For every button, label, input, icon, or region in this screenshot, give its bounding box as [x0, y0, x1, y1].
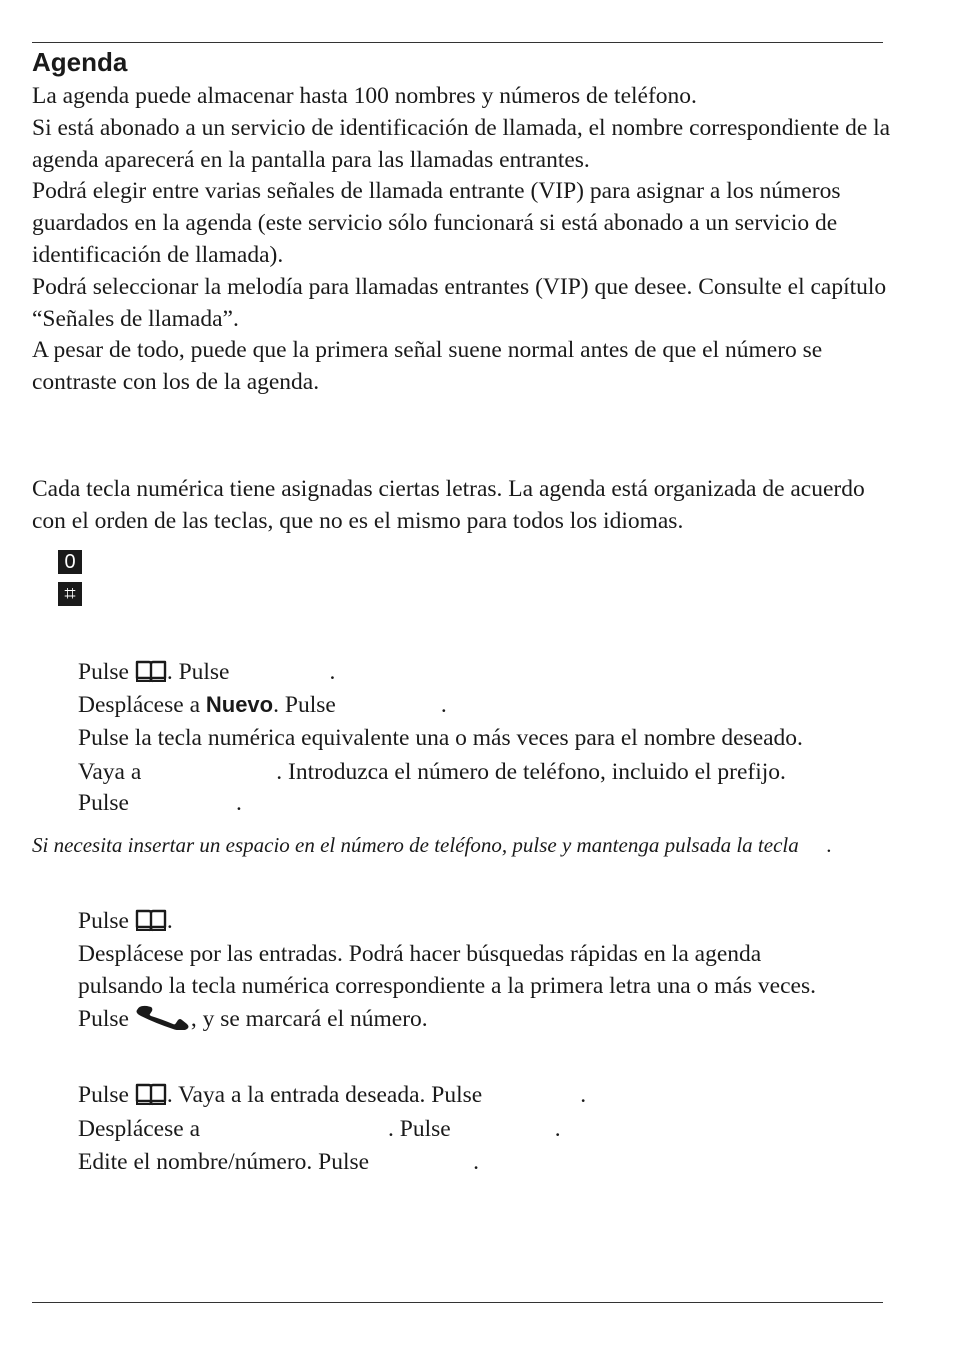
- add-step-3: Pulse la tecla numérica equivalente una o más veces para el nombre deseado.: [78, 725, 803, 751]
- menu-nuevo: Nuevo: [205, 692, 274, 717]
- add-step-1: Pulse . Pulse .: [78, 659, 336, 685]
- edit-step-1: Pulse . Vaya a la entrada deseada. Pulse .: [78, 1082, 587, 1108]
- top-rule: [32, 42, 883, 43]
- section-title: Agenda: [32, 47, 128, 77]
- add-step-2: Desplácese a Nuevo. Pulse .: [78, 692, 447, 718]
- intro-line-caller-id: Si está abonado a un servicio de identificación de llamada, el nombre correspondiente de la agenda aparecerá en la pantalla para las llamadas entrantes.: [32, 114, 891, 173]
- intro-text: [32, 81, 892, 399]
- phonebook-icon: [135, 659, 167, 683]
- call-step-4: Pulse , y se marcará el número.: [78, 1006, 428, 1032]
- edit-step-2: Desplácese a . Pulse .: [78, 1116, 561, 1142]
- call-step-3: pulsando la tecla numérica correspondiente a la primera letra una o más veces.: [78, 973, 816, 999]
- intro-line-vip: Podrá elegir entre varias señales de llamada entrante (VIP) para asignar a los números guardados en la agenda (este servicio sólo funcionará si está abonado a un servicio de identificación de llamada).: [32, 178, 841, 268]
- call-step-2: Desplácese por las entradas. Podrá hacer búsquedas rápidas en la agenda: [78, 941, 762, 967]
- keys-paragraph: Cada tecla numérica tiene asignadas ciertas letras. La agenda está organizada de acuerdo con el orden de las teclas, que no es el mismo para todos los idiomas.: [32, 476, 865, 534]
- call-step-1: Pulse .: [78, 908, 173, 934]
- intro-line-capacity: La agenda puede almacenar hasta 100 nombres y números de teléfono.: [32, 83, 697, 109]
- bottom-rule: [32, 1302, 883, 1303]
- add-step-4: Vaya a . Introduzca el número de teléfono, incluido el prefijo.: [78, 759, 786, 785]
- phonebook-icon: [135, 908, 167, 932]
- intro-line-melody: Podrá seleccionar la melodía para llamadas entrantes (VIP) que desee. Consulte el capítulo “Señales de llamada”.: [32, 273, 887, 332]
- intro-line-first-ring: A pesar de todo, puede que la primera señal suene normal antes de que el número se contraste con los de la agenda.: [32, 337, 823, 396]
- phonebook-icon: [135, 1082, 167, 1106]
- key-hash-icon: ⌗: [58, 582, 82, 606]
- space-note: Si necesita insertar un espacio en el número de teléfono, pulse y mantenga pulsada la tecla .: [32, 833, 832, 857]
- key-zero-icon: 0: [58, 550, 82, 574]
- edit-step-3: Edite el nombre/número. Pulse .: [78, 1149, 479, 1175]
- add-step-5: Pulse .: [78, 790, 242, 816]
- call-handset-icon: [135, 1004, 191, 1030]
